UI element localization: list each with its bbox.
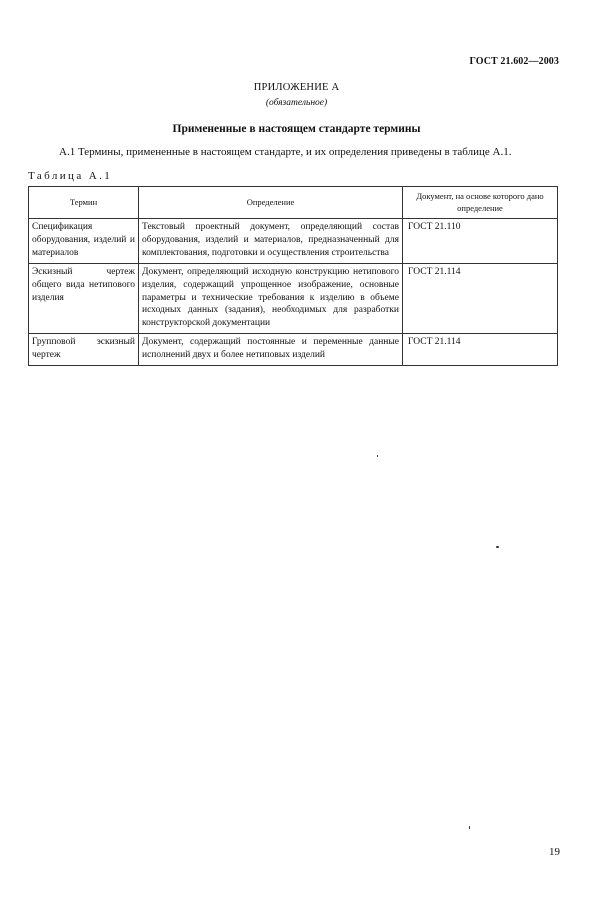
standard-code: ГОСТ 21.602—2003 bbox=[469, 56, 559, 67]
definition-cell: Документ, определяющий исходную конструкцию нетипового изделия, содержащий упрощенное изображение, основные параметры и технические требования к изделию в объеме исходных данных (задания), необходимых для разработки конструкторской документации bbox=[139, 263, 403, 334]
intro-paragraph: А.1 Термины, примененные в настоящем стандарте, и их определения приведены в таблице А.1. bbox=[59, 146, 512, 158]
scan-mark bbox=[377, 455, 378, 457]
table-label: Таблица А.1 bbox=[28, 170, 113, 182]
terms-table-wrapper bbox=[28, 186, 557, 366]
table-row bbox=[29, 263, 558, 334]
table-row bbox=[29, 334, 558, 366]
document-cell: ГОСТ 21.110 bbox=[403, 219, 558, 264]
term-cell: Эскизный чертеж общего вида нетипового изделия bbox=[29, 263, 139, 334]
scan-mark bbox=[469, 826, 470, 829]
header-document: Документ, на основе которого дано определение bbox=[403, 187, 558, 219]
document-cell: ГОСТ 21.114 bbox=[403, 263, 558, 334]
document-cell: ГОСТ 21.114 bbox=[403, 334, 558, 366]
section-heading: Примененные в настоящем стандарте термины bbox=[172, 123, 421, 135]
definition-cell: Текстовый проектный документ, определяющий состав оборудования, изделий и материалов, предназначенный для комплектования, подготовки и осуществления строительства bbox=[139, 219, 403, 264]
scan-mark bbox=[496, 546, 499, 548]
term-cell: Групповой эскизный чертеж bbox=[29, 334, 139, 366]
appendix-title: ПРИЛОЖЕНИЕ А bbox=[253, 82, 340, 93]
table-row bbox=[29, 219, 558, 264]
header-term: Термин bbox=[29, 187, 139, 219]
header-definition: Определение bbox=[139, 187, 403, 219]
appendix-note: (обязательное) bbox=[265, 98, 328, 108]
table-header-row bbox=[29, 187, 558, 219]
terms-table bbox=[28, 186, 558, 366]
definition-cell: Документ, содержащий постоянные и переменные данные исполнений двух и более нетиповых изделий bbox=[139, 334, 403, 366]
page-number: 19 bbox=[549, 846, 560, 858]
term-cell: Спецификация оборудования, изделий и материалов bbox=[29, 219, 139, 264]
